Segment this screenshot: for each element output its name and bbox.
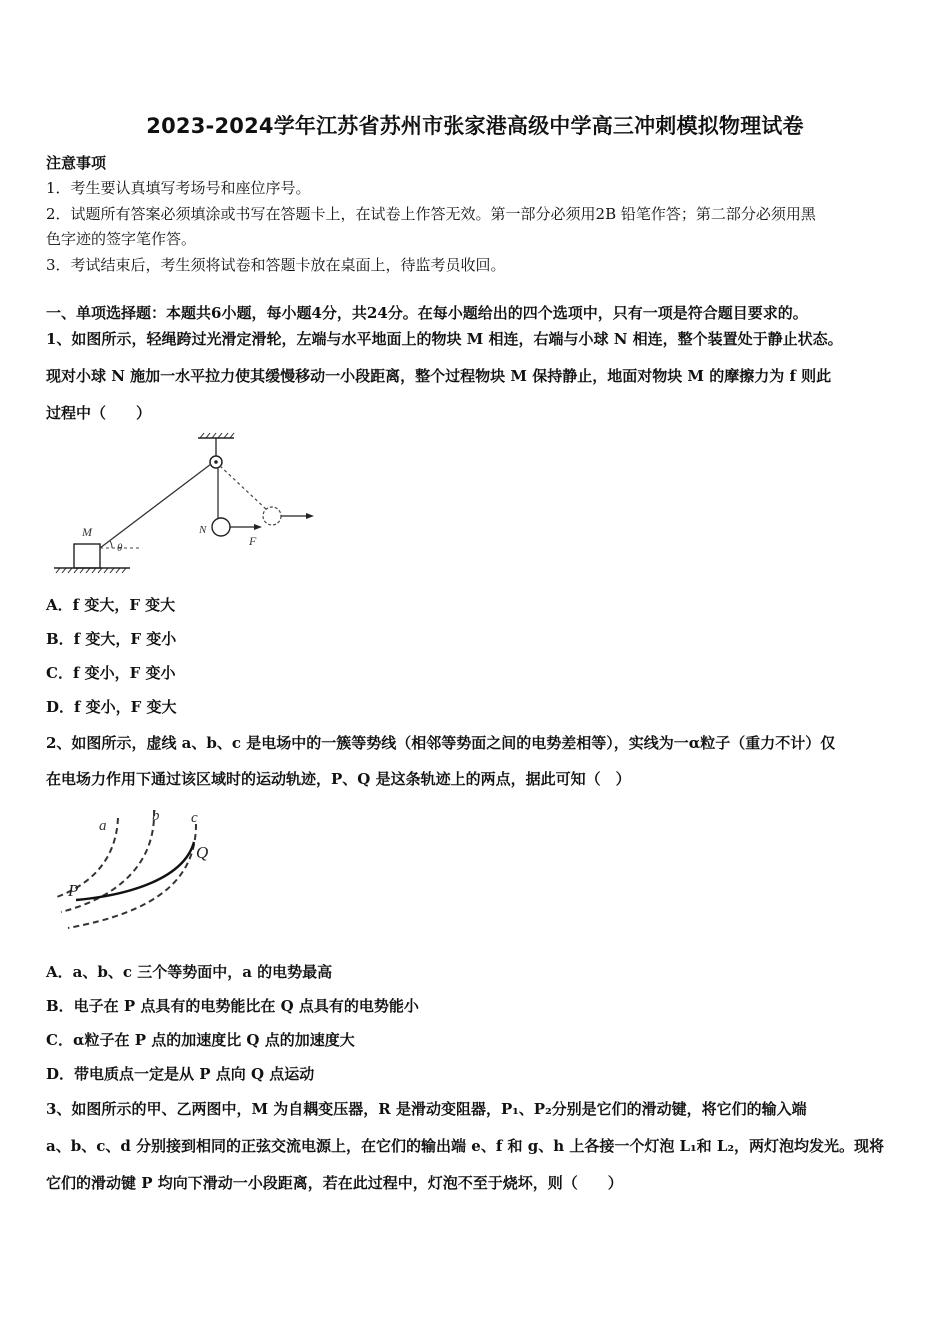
option-a: A．a、b、c 三个等势面中，a 的电势最高 xyxy=(46,963,333,981)
option-a: A．f 变大，F 变大 xyxy=(46,596,176,614)
label-c: c xyxy=(191,810,198,826)
notice-item: 2．试题所有答案必须填涂或书写在答题卡上，在试卷上作答无效。第一部分必须用2B 铅笔作答；第二部分必须用黑 xyxy=(46,205,816,223)
option-d: D．带电质点一定是从 P 点向 Q 点运动 xyxy=(46,1065,315,1083)
label-Q: Q xyxy=(196,843,209,862)
notice-item: 1．考生要认真填写考场号和座位序号。 xyxy=(46,179,311,197)
option-c: C．f 变小，F 变小 xyxy=(46,664,176,682)
label-M: M xyxy=(82,525,92,539)
section-heading: 一、单项选择题：本题共6小题，每小题4分，共24分。在每小题给出的四个选项中，只有一项是符合题目要求的。 xyxy=(46,304,808,322)
label-F: F xyxy=(249,534,257,548)
notice-heading: 注意事项 xyxy=(46,154,107,172)
page-title: 2023-2024学年江苏省苏州市张家港高级中学高三冲刺模拟物理试卷 xyxy=(146,114,804,138)
question-3-line: 3、如图所示的甲、乙两图中，M 为自耦变压器，R 是滑动变阻器，P₁、P₂分别是它们的滑动键，将它们的输入端 xyxy=(46,1100,807,1118)
label-a: a xyxy=(99,818,107,834)
pulley-figure xyxy=(46,430,336,580)
question-3-line: a、b、c、d 分别接到相同的正弦交流电源上，在它们的输出端 e、f 和 g、h 上各接一个灯泡 L₁和 L₂，两灯泡均发光。现将 xyxy=(46,1137,885,1155)
question-1-line: 现对小球 N 施加一水平拉力使其缓慢移动一小段距离，整个过程物块 M 保持静止，地面对物块 M 的摩擦力为 f 则此 xyxy=(46,367,832,385)
label-b: b xyxy=(152,808,160,824)
notice-item: 3．考试结束后，考生须将试卷和答题卡放在桌面上，待监考员收回。 xyxy=(46,256,506,274)
question-3-line: 它们的滑动键 P 均向下滑动一小段距离，若在此过程中，灯泡不至于烧坏，则（ ） xyxy=(46,1174,623,1192)
label-P: P xyxy=(68,881,79,900)
question-1-line: 过程中（ ） xyxy=(46,404,152,422)
question-2-line: 在电场力作用下通过该区域时的运动轨迹，P、Q 是这条轨迹上的两点，据此可知（ ） xyxy=(46,770,631,788)
equipotential-figure xyxy=(46,800,236,940)
option-b: B．f 变大，F 变小 xyxy=(46,630,177,648)
question-1-line: 1、如图所示，轻绳跨过光滑定滑轮，左端与水平地面上的物块 M 相连，右端与小球 N 相连，整个装置处于静止状态。 xyxy=(46,330,843,348)
question-2-line: 2、如图所示，虚线 a、b、c 是电场中的一簇等势线（相邻等势面之间的电势差相等），实线为一α粒子（重力不计）仅 xyxy=(46,734,836,752)
option-c: C．α粒子在 P 点的加速度比 Q 点的加速度大 xyxy=(46,1031,355,1049)
option-d: D．f 变小，F 变大 xyxy=(46,698,177,716)
notice-item: 色字迹的签字笔作答。 xyxy=(46,230,197,248)
label-N: N xyxy=(199,524,207,536)
label-theta: θ xyxy=(117,542,123,554)
option-b: B．电子在 P 点具有的电势能比在 Q 点具有的电势能小 xyxy=(46,997,419,1015)
